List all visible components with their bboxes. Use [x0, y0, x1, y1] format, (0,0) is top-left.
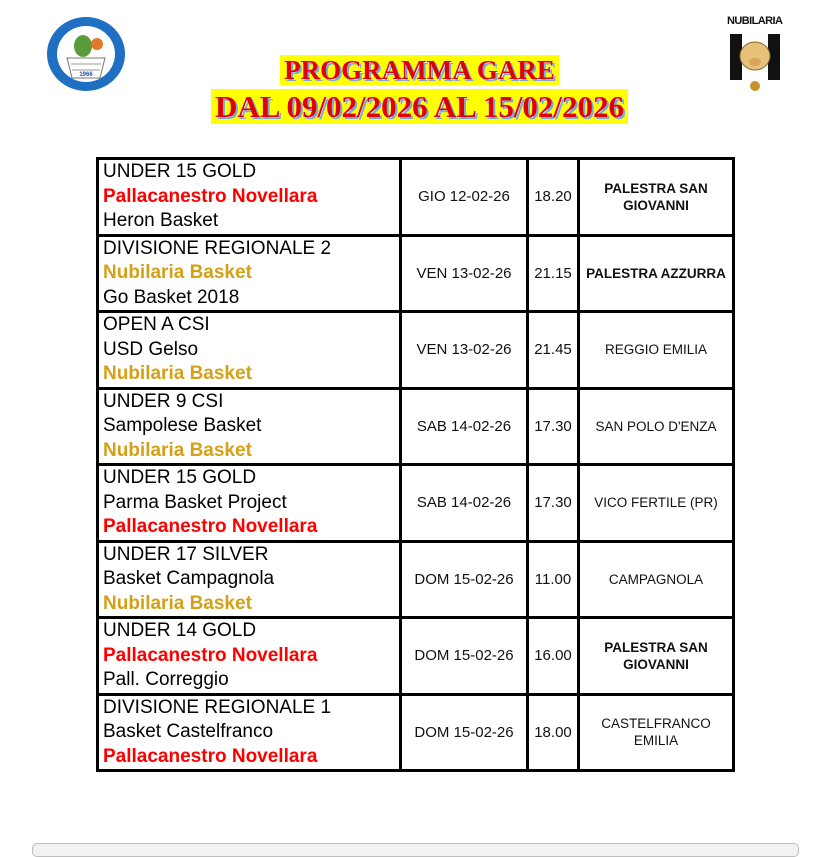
date-cell: SAB 14-02-26	[401, 465, 528, 542]
time-cell: 18.20	[528, 159, 579, 236]
venue-text: CASTELFRANCO EMILIA	[601, 716, 711, 749]
home-team: Nubilaria Basket	[103, 262, 252, 283]
time-cell: 16.00	[528, 618, 579, 695]
category-label: UNDER 15 GOLD	[103, 161, 257, 182]
teams-cell	[98, 388, 401, 465]
category-label: DIVISIONE REGIONALE 2	[103, 237, 332, 259]
venue-text: PALESTRA SAN GIOVANNI	[604, 639, 708, 672]
venue-text: VICO FERTILE (PR)	[594, 495, 718, 511]
away-team: Go Basket 2018	[103, 286, 240, 308]
date-cell: DOM 15-02-26	[401, 618, 528, 695]
page-title	[0, 52, 839, 88]
venue-text: SAN POLO D'ENZA	[595, 418, 717, 434]
venue-cell	[579, 388, 734, 465]
venue-cell	[579, 694, 734, 771]
table-row	[98, 694, 734, 771]
away-team: Pallacanestro Novellara	[103, 516, 318, 537]
category-label: UNDER 14 GOLD	[103, 620, 257, 641]
date-cell: GIO 12-02-26	[401, 159, 528, 236]
home-team: Basket Campagnola	[103, 568, 275, 589]
teams-cell	[98, 618, 401, 695]
table-row	[98, 618, 734, 695]
venue-text: PALESTRA AZZURRA	[586, 265, 726, 281]
category-label: OPEN A CSI	[103, 314, 210, 335]
home-team: Basket Castelfranco	[103, 721, 274, 742]
venue-text: PALESTRA SAN GIOVANNI	[604, 180, 708, 213]
table-row	[98, 235, 734, 312]
table-row	[98, 159, 734, 236]
venue-cell	[579, 465, 734, 542]
time-cell: 17.30	[528, 388, 579, 465]
table-row	[98, 541, 734, 618]
teams-cell	[98, 465, 401, 542]
games-table	[96, 157, 735, 772]
date-cell: VEN 13-02-26	[401, 312, 528, 389]
date-cell: DOM 15-02-26	[401, 541, 528, 618]
time-cell: 21.45	[528, 312, 579, 389]
category-label: UNDER 9 CSI	[103, 390, 224, 412]
logo-nubilaria-text: NUBILARIA	[727, 15, 783, 27]
home-team: Pallacanestro Novellara	[103, 644, 318, 666]
date-range-text: DAL 09/02/2026 AL 15/02/2026	[211, 89, 628, 124]
date-cell: SAB 14-02-26	[401, 388, 528, 465]
table-row	[98, 388, 734, 465]
category-label: UNDER 15 GOLD	[103, 467, 257, 488]
bottom-scrollbar[interactable]	[32, 843, 799, 857]
venue-cell	[579, 235, 734, 312]
time-cell: 18.00	[528, 694, 579, 771]
home-team: Pallacanestro Novellara	[103, 185, 318, 207]
away-team: Nubilaria Basket	[103, 439, 252, 461]
date-range-title	[0, 88, 839, 126]
venue-cell	[579, 159, 734, 236]
category-label: UNDER 17 SILVER	[103, 543, 269, 565]
teams-cell	[98, 235, 401, 312]
teams-cell	[98, 312, 401, 389]
home-team: Sampolese Basket	[103, 415, 262, 436]
away-team: Pall. Correggio	[103, 669, 229, 690]
time-cell: 17.30	[528, 465, 579, 542]
teams-cell	[98, 541, 401, 618]
venue-cell	[579, 541, 734, 618]
date-cell: DOM 15-02-26	[401, 694, 528, 771]
away-team: Heron Basket	[103, 210, 219, 231]
home-team: Parma Basket Project	[103, 491, 287, 513]
home-team: USD Gelso	[103, 338, 199, 360]
venue-text: REGGIO EMILIA	[604, 342, 708, 358]
title-text: PROGRAMMA GARE	[280, 55, 559, 85]
table-row	[98, 465, 734, 542]
away-team: Nubilaria Basket	[103, 592, 252, 614]
teams-cell	[98, 159, 401, 236]
time-cell: 11.00	[528, 541, 579, 618]
table-row	[98, 312, 734, 389]
teams-cell	[98, 694, 401, 771]
venue-text: CAMPAGNOLA	[608, 571, 704, 587]
category-label: DIVISIONE REGIONALE 1	[103, 696, 332, 718]
logo-year: 1966	[79, 72, 93, 78]
time-cell: 21.15	[528, 235, 579, 312]
venue-cell	[579, 312, 734, 389]
date-cell: VEN 13-02-26	[401, 235, 528, 312]
venue-cell	[579, 618, 734, 695]
away-team: Pallacanestro Novellara	[103, 745, 318, 767]
away-team: Nubilaria Basket	[103, 363, 252, 384]
